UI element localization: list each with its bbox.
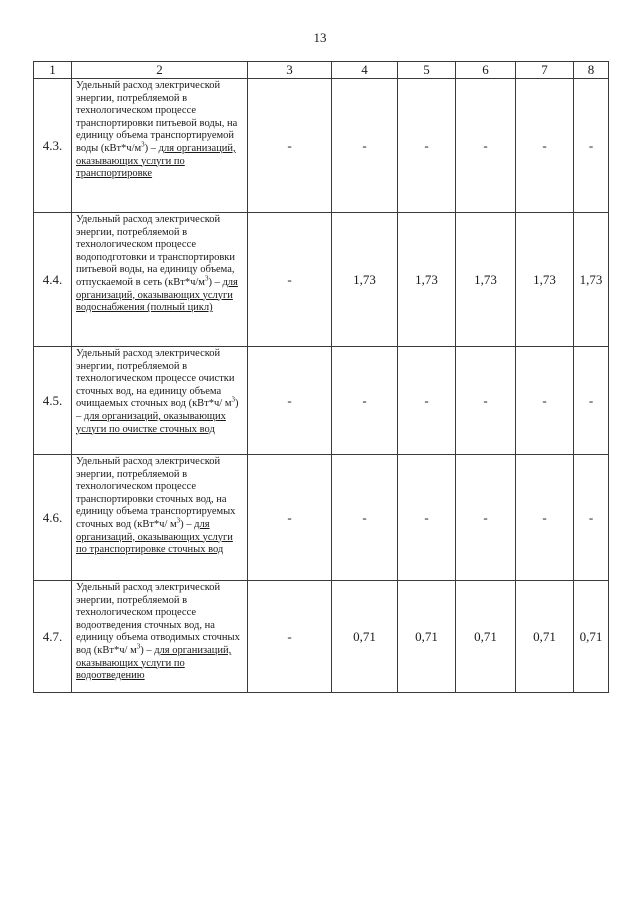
col-header: 1 bbox=[34, 62, 72, 79]
header-row bbox=[34, 62, 609, 79]
row-description: Удельный расход электрической энергии, потребляемой в технологическом процессе водоотведения сточных вод, на единицу объема отводимых сточных вод (кВт*ч/ $м^3$) – для организаций, оказывающих услуги по водоотведению bbox=[72, 581, 248, 693]
table-row bbox=[34, 347, 609, 455]
value-cell: 1,73 bbox=[574, 213, 609, 347]
value-cell: - bbox=[398, 455, 456, 581]
value-cell: - bbox=[248, 455, 332, 581]
value-cell: - bbox=[332, 79, 398, 213]
value-cell: - bbox=[516, 455, 574, 581]
value-cell: 0,71 bbox=[456, 581, 516, 693]
row-number: 4.5. bbox=[34, 347, 72, 455]
value-cell: - bbox=[248, 347, 332, 455]
col-header: 8 bbox=[574, 62, 609, 79]
value-cell: - bbox=[332, 455, 398, 581]
value-cell: - bbox=[516, 347, 574, 455]
col-header: 5 bbox=[398, 62, 456, 79]
value-cell: - bbox=[398, 79, 456, 213]
value-cell: 1,73 bbox=[398, 213, 456, 347]
table-row bbox=[34, 79, 609, 213]
row-description: Удельный расход электрической энергии, потребляемой в технологическом процессе очистки сточных вод, на единицу объема очищаемых сточных вод (кВт*ч/ $м^3$) – для организаций, оказывающих услуги по очистке сточных вод bbox=[72, 347, 248, 455]
row-number: 4.3. bbox=[34, 79, 72, 213]
value-cell: 0,71 bbox=[332, 581, 398, 693]
row-description: Удельный расход электрической энергии, потребляемой в технологическом процессе водоподготовки и транспортировки питьевой воды, на единицу объема, отпускаемой в сеть $(кВт*ч/м^3)$ – для организаций, оказывающих услуги водоснабжения (полный цикл) bbox=[72, 213, 248, 347]
value-cell: - bbox=[248, 581, 332, 693]
row-description: Удельный расход электрической энергии, потребляемой в технологическом процессе транспортировки питьевой воды, на единицу объема транспортируемой воды $(кВт*ч/м^3)$ – для организаций, оказывающих услуги по транспортировке bbox=[72, 79, 248, 213]
value-cell: - bbox=[574, 79, 609, 213]
value-cell: - bbox=[332, 347, 398, 455]
row-number: 4.7. bbox=[34, 581, 72, 693]
value-cell: 1,73 bbox=[516, 213, 574, 347]
page-number: 13 bbox=[313, 30, 327, 45]
value-cell: 0,71 bbox=[574, 581, 609, 693]
value-cell: - bbox=[574, 347, 609, 455]
value-cell: - bbox=[456, 455, 516, 581]
value-cell: - bbox=[248, 213, 332, 347]
indicators-table bbox=[33, 61, 609, 693]
row-description: Удельный расход электрической энергии, потребляемой в технологическом процессе транспортировки сточных вод, на единицу объема транспортируемых сточных вод (кВт*ч/ $м^3$) – для организаций, оказывающих услуги по транспортировке сточных вод bbox=[72, 455, 248, 581]
row-number: 4.6. bbox=[34, 455, 72, 581]
value-cell: 0,71 bbox=[516, 581, 574, 693]
value-cell: - bbox=[574, 455, 609, 581]
row-number: 4.4. bbox=[34, 213, 72, 347]
col-header: 4 bbox=[332, 62, 398, 79]
col-header: 7 bbox=[516, 62, 574, 79]
col-header: 3 bbox=[248, 62, 332, 79]
value-cell: - bbox=[456, 347, 516, 455]
value-cell: - bbox=[516, 79, 574, 213]
table-row bbox=[34, 213, 609, 347]
value-cell: 1,73 bbox=[456, 213, 516, 347]
value-cell: - bbox=[248, 79, 332, 213]
table-row bbox=[34, 455, 609, 581]
value-cell: 0,71 bbox=[398, 581, 456, 693]
value-cell: - bbox=[456, 79, 516, 213]
value-cell: 1,73 bbox=[332, 213, 398, 347]
col-header: 2 bbox=[72, 62, 248, 79]
table-row bbox=[34, 581, 609, 693]
value-cell: - bbox=[398, 347, 456, 455]
col-header: 6 bbox=[456, 62, 516, 79]
